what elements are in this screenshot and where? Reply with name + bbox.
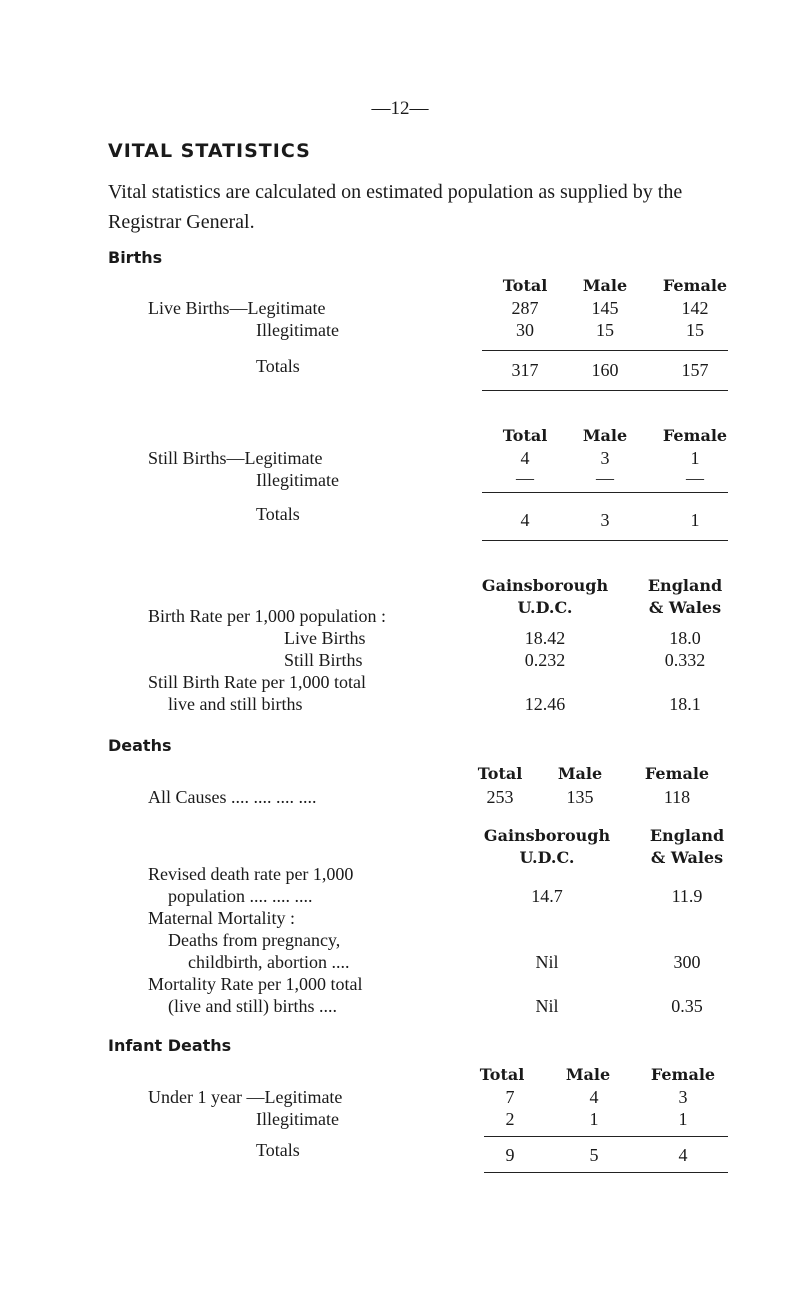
maternal-england: 300 <box>673 952 701 972</box>
still-illegit-male: — <box>596 468 614 488</box>
infant-legit-total: 7 <box>505 1087 515 1107</box>
live-totals-total: 317 <box>511 360 539 380</box>
infant-illegit-male: 1 <box>589 1109 599 1129</box>
live-illegit-label: Illegitimate <box>256 320 339 340</box>
still-illegit-female: — <box>686 468 704 488</box>
deaths-col1-line1: Gainsborough <box>483 826 611 845</box>
revised-england: 11.9 <box>671 886 703 906</box>
live-totals-rule-bottom <box>482 390 728 391</box>
deaths-header-total: Total <box>477 764 523 783</box>
maternal-gainsborough: Nil <box>535 952 559 972</box>
infant-totals-female: 4 <box>678 1145 688 1165</box>
all-causes-label: All Causes .... .... .... .... <box>148 787 317 807</box>
rate-still-gainsborough: 0.232 <box>524 650 566 670</box>
rate-live-england: 18.0 <box>669 628 701 648</box>
infant-illegit-total: 2 <box>505 1109 515 1129</box>
still-totals-female: 1 <box>690 510 700 530</box>
still-totals-total: 4 <box>520 510 530 530</box>
maternal-label-line2: childbirth, abortion .... <box>188 952 350 972</box>
live-header-male: Male <box>582 276 628 295</box>
infant-totals-rule-bottom <box>484 1172 728 1173</box>
maternal-heading: Maternal Mortality : <box>148 908 295 928</box>
still-totals-rule-top <box>482 492 728 493</box>
intro-paragraph: Vital statistics are calculated on estimated population as supplied by the Registrar General. <box>108 181 683 233</box>
still-rate-england: 18.1 <box>669 694 701 714</box>
deaths-col2-line1: England <box>649 826 725 845</box>
still-legit-female: 1 <box>690 448 700 468</box>
deaths-col1-line2: U.D.C. <box>519 848 575 867</box>
infant-totals-label: Totals <box>256 1140 300 1160</box>
rate-still-england: 0.332 <box>664 650 706 670</box>
mortality-gainsborough: Nil <box>535 996 559 1016</box>
still-rate-gainsborough: 12.46 <box>524 694 566 714</box>
mortality-label-line1: Mortality Rate per 1,000 total <box>148 974 363 994</box>
still-rate-label-line1: Still Birth Rate per 1,000 total <box>148 672 366 692</box>
infant-header-total: Total <box>479 1065 525 1084</box>
births-heading: Births <box>108 248 163 267</box>
rate-live-label: Live Births <box>284 628 366 648</box>
infant-totals-male: 5 <box>589 1145 599 1165</box>
still-illegit-total: — <box>516 468 534 488</box>
rates-col1-line2: U.D.C. <box>517 598 573 617</box>
infant-legit-male: 4 <box>589 1087 599 1107</box>
still-totals-rule-bottom <box>482 540 728 541</box>
infant-header-female: Female <box>650 1065 716 1084</box>
live-totals-rule-top <box>482 350 728 351</box>
deaths-col2-line2: & Wales <box>650 848 724 867</box>
infant-illegit-female: 1 <box>678 1109 688 1129</box>
infant-legit-female: 3 <box>678 1087 688 1107</box>
live-illegit-female: 15 <box>686 320 704 340</box>
rates-col2-line2: & Wales <box>648 598 722 617</box>
live-totals-male: 160 <box>591 360 619 380</box>
live-illegit-total: 30 <box>516 320 534 340</box>
live-illegit-male: 15 <box>596 320 614 340</box>
page-number: —12— <box>371 98 429 119</box>
revised-label-line2: population .... .... .... <box>168 886 313 906</box>
revised-gainsborough: 14.7 <box>531 886 563 906</box>
deaths-header-male: Male <box>557 764 603 783</box>
live-header-total: Total <box>502 276 548 295</box>
still-header-total: Total <box>502 426 548 445</box>
revised-label-line1: Revised death rate per 1,000 <box>148 864 354 884</box>
all-causes-female: 118 <box>663 787 691 807</box>
live-totals-label: Totals <box>256 356 300 376</box>
rate-live-gainsborough: 18.42 <box>524 628 566 648</box>
maternal-label-line1: Deaths from pregnancy, <box>168 930 341 950</box>
infant-header-male: Male <box>565 1065 611 1084</box>
infant-totals-rule-top <box>484 1136 728 1137</box>
deaths-header-female: Female <box>644 764 710 783</box>
live-legit-male: 145 <box>591 298 619 318</box>
infant-totals-total: 9 <box>505 1145 515 1165</box>
still-header-female: Female <box>662 426 728 445</box>
live-legit-female: 142 <box>681 298 709 318</box>
all-causes-total: 253 <box>486 787 514 807</box>
rate-still-label: Still Births <box>284 650 363 670</box>
still-legit-total: 4 <box>520 448 530 468</box>
infant-deaths-heading: Infant Deaths <box>108 1036 232 1055</box>
still-legit-label: Still Births—Legitimate <box>148 448 323 468</box>
still-illegit-label: Illegitimate <box>256 470 339 490</box>
still-totals-male: 3 <box>600 510 610 530</box>
live-header-female: Female <box>662 276 728 295</box>
mortality-england: 0.35 <box>671 996 703 1016</box>
page-title: VITAL STATISTICS <box>108 140 311 162</box>
still-legit-male: 3 <box>600 448 610 468</box>
deaths-heading: Deaths <box>108 736 172 755</box>
live-legit-total: 287 <box>511 298 539 318</box>
all-causes-male: 135 <box>566 787 594 807</box>
mortality-label-line2: (live and still) births .... <box>168 996 337 1016</box>
birth-rate-heading: Birth Rate per 1,000 population : <box>148 606 386 626</box>
rates-col2-line1: England <box>647 576 723 595</box>
rates-col1-line1: Gainsborough <box>481 576 609 595</box>
infant-illegit-label: Illegitimate <box>256 1109 339 1129</box>
still-totals-label: Totals <box>256 504 300 524</box>
live-totals-female: 157 <box>681 360 709 380</box>
infant-legit-label: Under 1 year —Legitimate <box>148 1087 343 1107</box>
still-header-male: Male <box>582 426 628 445</box>
live-legit-label: Live Births—Legitimate <box>148 298 326 318</box>
still-rate-label-line2: live and still births <box>168 694 303 714</box>
